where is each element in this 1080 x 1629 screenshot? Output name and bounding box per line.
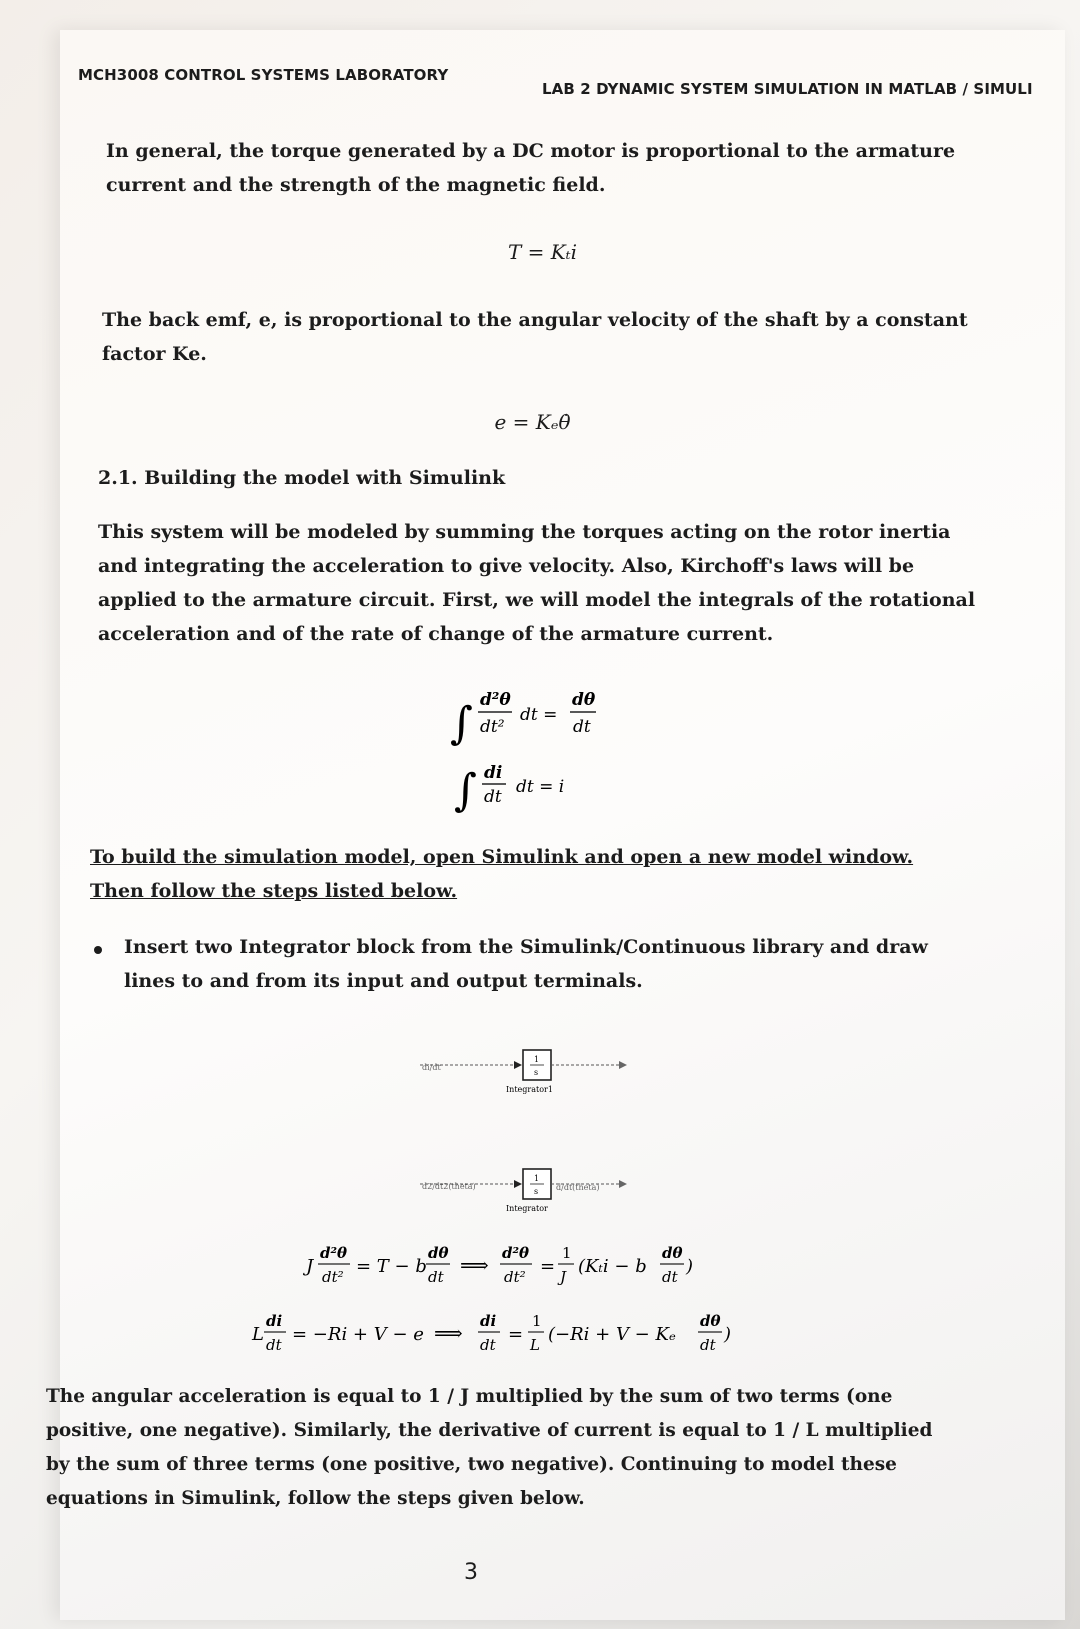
- svg-text:dt = i: dt = i: [516, 777, 565, 797]
- svg-text:dt²: dt²: [480, 717, 505, 737]
- svg-text:(−Ri + V − Kₑ: (−Ri + V − Kₑ: [548, 1324, 676, 1345]
- integral-sign-1: ∫: [450, 698, 473, 749]
- bullet-text: Insert two Integrator block from the Simulink/Continuous library and draw lines to and from its input and output terminals.: [124, 936, 928, 992]
- svg-text:=: =: [540, 1256, 556, 1277]
- integral-equations: [430, 660, 630, 820]
- intro-paragraph: In general, the torque generated by a DC motor is proportional to the armature current and the strength of the magnetic field.: [106, 140, 956, 196]
- block1-tf-den: s: [534, 1068, 539, 1077]
- svg-text:dt: dt: [573, 717, 591, 737]
- equation-back-emf: e = Kₑθ̇: [494, 410, 571, 434]
- equation-torque: T = Kₜi: [507, 240, 578, 264]
- integrator1-label: Integrator1: [506, 1085, 553, 1094]
- document-page: [46, 30, 1065, 1620]
- block2-tf-num: 1: [534, 1174, 540, 1183]
- svg-text:di: di: [266, 1312, 283, 1330]
- svg-text:=: =: [508, 1324, 524, 1345]
- svg-text:1: 1: [532, 1312, 542, 1330]
- arrow-icon: [514, 1180, 522, 1188]
- implies-arrow: ⟹: [460, 1253, 489, 1277]
- svg-text:dθ: dθ: [662, 1244, 683, 1262]
- header-course-title: MCH3008 CONTROL SYSTEMS LABORATORY: [78, 66, 449, 84]
- svg-text:J: J: [306, 1256, 314, 1277]
- implies-arrow: ⟹: [434, 1321, 463, 1345]
- svg-text:J: J: [560, 1268, 567, 1286]
- svg-text:dt: dt: [428, 1268, 444, 1286]
- arrow-icon: [619, 1061, 627, 1069]
- svg-text:di: di: [480, 1312, 497, 1330]
- bullet-point: [94, 946, 102, 954]
- svg-text:dθ: dθ: [700, 1312, 721, 1330]
- arrow-icon: [619, 1180, 627, 1188]
- section-paragraph: This system will be modeled by summing the torques acting on the rotor inertia and integrating the acceleration to give velocity. Also, Kirchoff's laws will be applied to the armature circuit. First, we will model the integrals of the rotational acceleration and of the rate of change of the armature current.: [98, 521, 976, 645]
- back-emf-paragraph: The back emf, e, is proportional to the angular velocity of the shaft by a constant factor Ke.: [102, 309, 968, 365]
- section-heading: 2.1. Building the model with Simulink: [98, 467, 506, 489]
- svg-text:(Kₜi − b: (Kₜi − b: [578, 1256, 647, 1277]
- integrator-label: Integrator: [506, 1204, 548, 1213]
- svg-text:): ): [686, 1256, 694, 1277]
- svg-text:1: 1: [562, 1244, 572, 1262]
- svg-text:dt: dt: [662, 1268, 678, 1286]
- integral-sign-2: ∫: [454, 765, 477, 816]
- svg-text:= −Ri + V − e: = −Ri + V − e: [292, 1324, 424, 1345]
- svg-text:d²θ: d²θ: [502, 1244, 530, 1262]
- instruction-link[interactable]: To build the simulation model, open Simulink and open a new model window. Then follow the steps listed below.: [90, 846, 914, 902]
- simulink-diagram: [410, 1030, 670, 1220]
- svg-text:dt: dt: [700, 1336, 716, 1354]
- svg-text:dt =: dt =: [520, 705, 558, 725]
- svg-text:L: L: [530, 1336, 540, 1354]
- svg-text:L: L: [252, 1324, 264, 1345]
- svg-text:dt²: dt²: [504, 1268, 526, 1286]
- motor-equations: [250, 1230, 790, 1370]
- svg-text:dt: dt: [480, 1336, 496, 1354]
- svg-text:dt: dt: [484, 787, 502, 807]
- svg-text:d²θ: d²θ: [320, 1244, 348, 1262]
- block2-output-label: d/dt(theta): [556, 1183, 600, 1192]
- block1-input-label: di/dt: [422, 1063, 441, 1072]
- svg-text:d²θ: d²θ: [480, 690, 511, 710]
- svg-text:dθ: dθ: [428, 1244, 449, 1262]
- svg-text:dt: dt: [266, 1336, 282, 1354]
- svg-text:): ): [724, 1324, 732, 1345]
- arrow-icon: [514, 1061, 522, 1069]
- block2-tf-den: s: [534, 1187, 539, 1196]
- header-lab-title: LAB 2 DYNAMIC SYSTEM SIMULATION IN MATLAB / SIMULI: [542, 80, 1033, 98]
- svg-text:= T − b: = T − b: [356, 1256, 427, 1277]
- svg-text:dt²: dt²: [322, 1268, 344, 1286]
- block1-tf-num: 1: [534, 1055, 540, 1064]
- closing-paragraph: The angular acceleration is equal to 1 / J multiplied by the sum of two terms (one positive, one negative). Similarly, the derivative of current is equal to 1 / L multiplied by the sum of three terms (one positive, two negative). Continuing to model these equations in Simulink, follow the steps given below.: [46, 1386, 933, 1509]
- svg-text:dθ: dθ: [572, 690, 596, 710]
- svg-text:di: di: [484, 763, 503, 783]
- page-number: 3: [464, 1560, 478, 1585]
- block2-input-label: d2/dt2(theta): [422, 1182, 476, 1191]
